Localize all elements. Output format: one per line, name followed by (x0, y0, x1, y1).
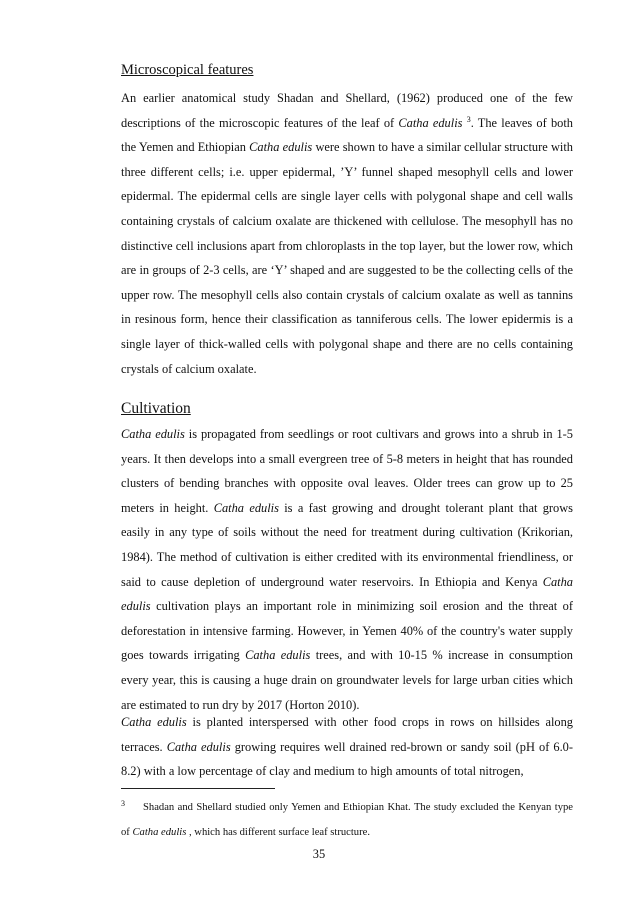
species-name: Catha edulis (121, 574, 573, 614)
footnote-divider (121, 788, 275, 789)
paragraph-cultivation (121, 422, 573, 717)
species-name: Catha edulis (213, 500, 279, 515)
paragraph-microscopical (121, 86, 573, 381)
text-run: , which has different surface leaf structure. (186, 827, 370, 838)
paragraph-planting (121, 710, 573, 784)
text-run: is a fast growing and drought tolerant plant that grows easily in any type of soils without the need for treatment during cultivation (Krikorian, 1984). The method of cultivation is either credited with its environmental friendliness, or said to cause depletion of underground water reservoirs. In Ethiopia and Kenya (121, 500, 573, 589)
footnote-number: 3 (121, 799, 125, 808)
text-run: were shown to have a similar cellular structure with three different cells; i.e. upper epidermal, ’Y’ funnel shaped mesophyll cells and lower epidermal. The epidermal cells are single layer cells with polygonal shape and cell walls containing crystals of calcium oxalate are thickened with cellulose. The mesophyll has no distinctive cell inclusions apart from chloroplasts in the top layer, but the lower row, which are in groups of 2-3 cells, are ‘Y’ shaped and are suggested to be the collecting cells of the upper row. The mesophyll cells also contain crystals of calcium oxalate as well as tannins in resinous form, hence their classification as tanniferous cells. The lower epidermis is a single layer of thick-walled cells with polygonal shape and there are no cells containing crystals of calcium oxalate. (121, 140, 573, 376)
species-name: Catha edulis (121, 715, 187, 729)
page-number: 35 (312, 847, 326, 861)
text-run: cultivation plays an important role in minimizing soil erosion and the threat of deforestation in intensive farming. However, in Yemen 40% of the country's water supply goes towards irrigating (121, 599, 573, 663)
footnote (121, 795, 573, 845)
species-name: Catha edulis (249, 140, 313, 155)
text-run: growing requires well drained red-brown or sandy soil (pH of 6.0-8.2) with a low percentage of clay and medium to high amounts of total nitrogen, (121, 739, 573, 779)
text-run: trees, and with 10-15 % increase in consumption every year, this is causing a huge drain on groundwater levels for large urban cities which are estimated to run dry by 2017 (Horton 2010). (121, 648, 573, 712)
species-name: Catha edulis (132, 827, 187, 838)
section-heading-cultivation: Cultivation (121, 400, 191, 417)
species-name: Catha edulis (398, 115, 463, 130)
text-run: . The leaves of both the Yemen and Ethiopian (121, 115, 573, 155)
text-run: is planted interspersed with other food crops in rows on hillsides along terraces. (121, 715, 573, 754)
text-run: is propagated from seedlings or root cultivars and grows into a shrub in 1-5 years. It then develops into a small evergreen tree of 5-8 meters in height that has rounded clusters of bending branches with opposite oval leaves. Older trees can grow up to 25 meters in height. (121, 427, 573, 515)
footnote-ref: 3 (466, 114, 471, 124)
species-name: Catha edulis (245, 648, 311, 663)
text-run: An earlier anatomical study Shadan and Shellard, (1962) produced one of the few descriptions of the microscopic features of the leaf of (121, 91, 573, 130)
text-run: Shadan and Shellard studied only Yemen and Ethiopian Khat. The study excluded the Kenyan type of (121, 802, 573, 838)
section-heading-microscopical-features: Microscopical features (121, 62, 254, 78)
species-name: Catha edulis (166, 739, 231, 754)
species-name: Catha edulis (121, 427, 185, 441)
